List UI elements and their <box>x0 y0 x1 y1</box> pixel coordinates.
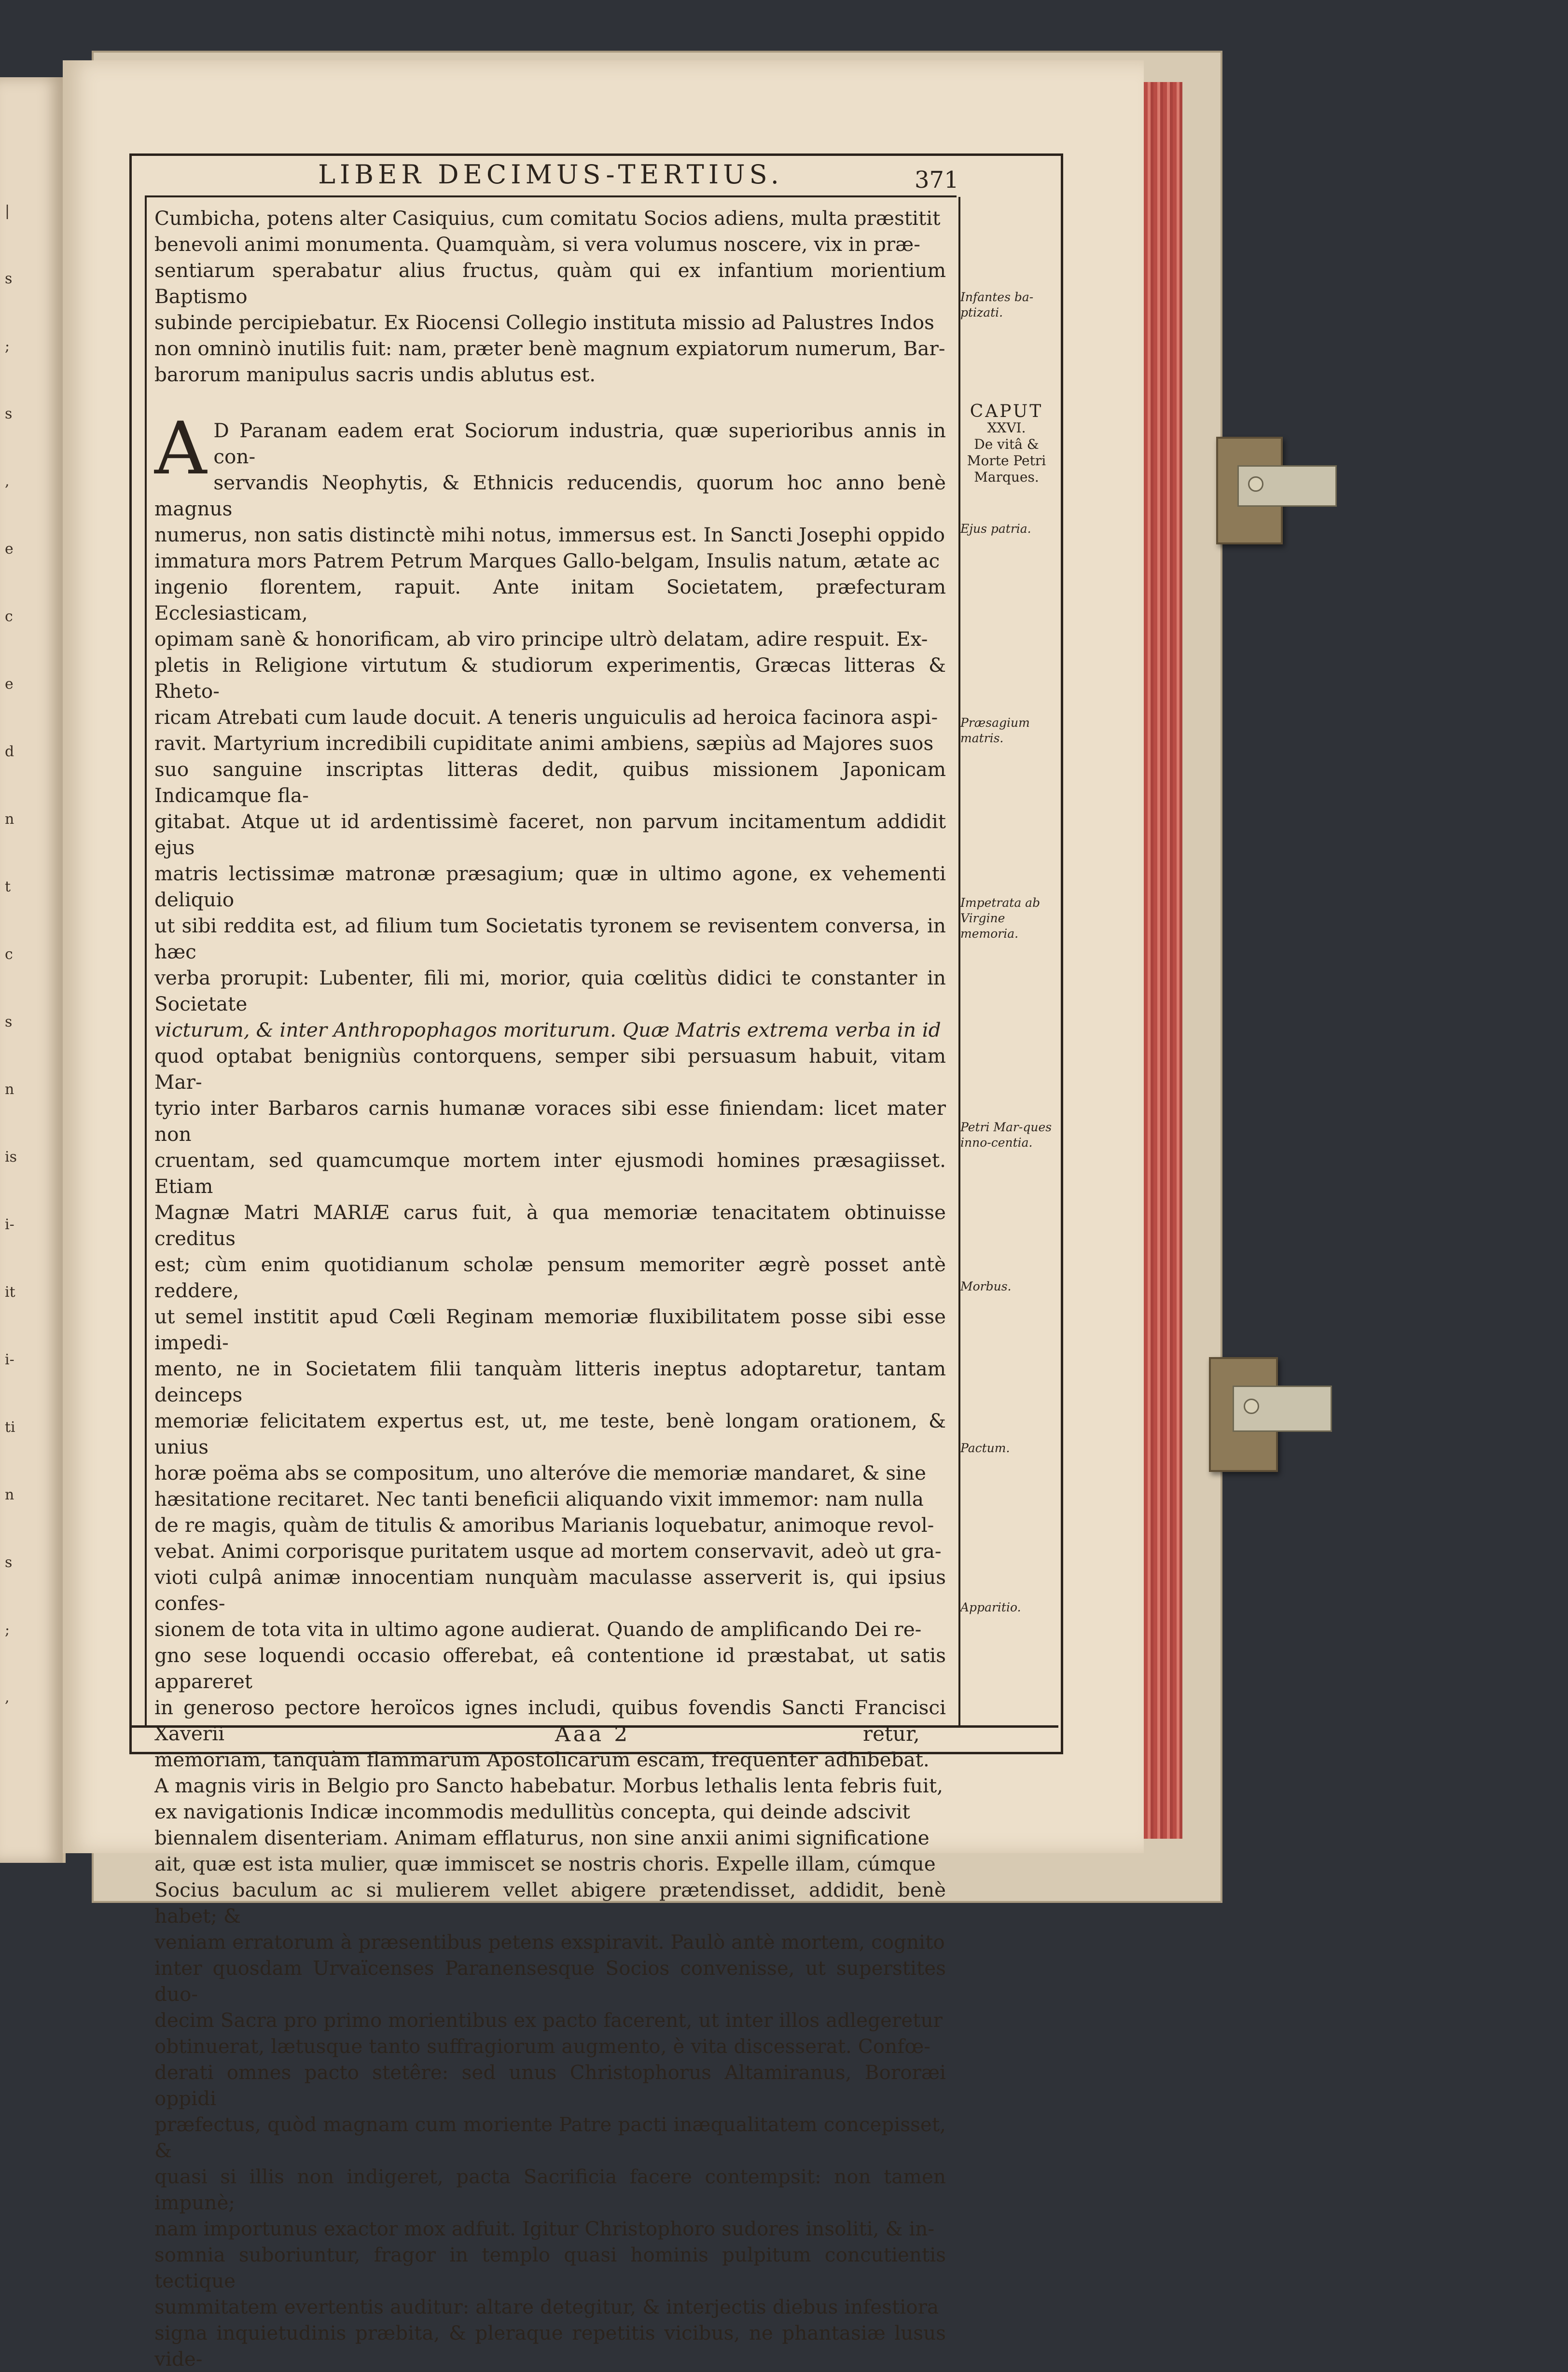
left-page-fragment: i- <box>5 1216 14 1233</box>
left-page-fragment: , <box>5 473 10 490</box>
text-line: signa inquietudinis præbita, & pleraque repetitis vicibus, ne phantasiæ lusus vide- <box>154 2321 946 2371</box>
caput-number: XXVI. <box>987 420 1026 436</box>
text-line: ait, quæ est ista mulier, quæ immiscet se nostris choris. Expelle illam, cúmque <box>154 1852 936 1875</box>
margin-note-infantes: Infantes ba-ptizati. <box>960 290 1034 319</box>
text-line: ingenio florentem, rapuit. Ante initam Societatem, præfecturam Ecclesiasticam, <box>154 575 946 624</box>
paragraph-gap <box>154 388 946 417</box>
paragraph-2-opening <box>154 407 946 522</box>
drop-capital: A <box>154 407 207 491</box>
left-page-fragment: c <box>5 608 13 625</box>
left-facing-page <box>0 77 66 1863</box>
left-page-fragment: n <box>5 1486 14 1503</box>
text-line: subinde percipiebatur. Ex Riocensi Collegio instituta missio ad Palustres Indos <box>154 311 934 334</box>
red-page-edges <box>1144 82 1182 1839</box>
text-line: mento, ne in Societatem filii tanquàm litteris ineptus adoptaretur, tantam deinceps <box>154 1357 946 1406</box>
text-line: est; cùm enim quotidianum scholæ pensum memoriter ægrè posset antè reddere, <box>154 1253 946 1302</box>
left-page-fragment: | <box>5 203 10 220</box>
text-line: non omninò inutilis fuit: nam, præter benè magnum expiatorum numerum, Bar- <box>154 337 945 360</box>
text-line: de re magis, quàm de titulis & amoribus Marianis loquebatur, animoque revol- <box>154 1513 934 1537</box>
lower-clasp <box>1209 1357 1278 1472</box>
text-line: nam importunus exactor mox adfuit. Igitur Christophoro sudores insoliti, & in- <box>154 2217 935 2240</box>
catchword: retur, <box>863 1722 920 1746</box>
text-line: decim Sacra pro primo morientibus ex pacto facerent, ut inter illos adlegeretur <box>154 2009 943 2032</box>
text-line: victurum, & inter Anthropophagos moriturum. Quæ Matris extrema verba in id <box>154 1018 941 1041</box>
text-line: somnia suboriuntur, fragor in templo quasi hominis pulpitum concutientis tectique <box>154 2243 946 2292</box>
text-line: horæ poëma abs se compositum, uno alteróve die memoriæ mandaret, & sine <box>154 1461 926 1484</box>
margin-note-pactum: Pactum. <box>960 1441 1010 1455</box>
text-line: sionem de tota vita in ultimo agone audierat. Quando de amplificando Dei re- <box>154 1618 922 1641</box>
upper-clasp <box>1216 437 1283 544</box>
text-line: D Paranam eadem erat Sociorum industria, quæ superioribus annis in con- <box>213 419 946 468</box>
text-line: A magnis viris in Belgio pro Sancto habebatur. Morbus lethalis lenta febris fuit, <box>154 1774 943 1797</box>
text-line: ut sibi reddita est, ad filium tum Societatis tyronem se revisentem conversa, in hæc <box>154 914 946 963</box>
caput-description: De vitâ & Morte Petri Marques. <box>967 436 1046 485</box>
left-page-fragment: s <box>5 1554 13 1571</box>
margin-note-apparitio: Apparitio. <box>960 1600 1021 1614</box>
text-line: Socius baculum ac si mulierem vellet abigere prætendisset, addidit, benè habet; & <box>154 1878 946 1928</box>
text-line: quasi si illis non indigeret, pacta Sacrificia facere contempsit: non tamen impunè; <box>154 2165 946 2214</box>
margin-note-patria: Ejus patria. <box>960 522 1031 536</box>
running-title: LIBER DECIMUS-TERTIUS. <box>318 159 783 190</box>
text-line: Cumbicha, potens alter Casiquius, cum comitatu Socios adiens, multa præstitit <box>154 207 941 230</box>
paragraph-2 <box>154 407 946 2372</box>
text-line: hæsitatione recitaret. Nec tanti beneficii aliquando vixit immemor: nam nulla <box>154 1487 924 1511</box>
text-line: gitabat. Atque ut id ardentissimè faceret, non parvum incitamentum addidit ejus <box>154 810 946 859</box>
left-page-fragment: it <box>5 1284 15 1301</box>
text-line: verba prorupit: Lubenter, fili mi, morior, quia cœlitùs didici te constanter in Societate <box>154 966 946 1015</box>
left-page-fragment: ti <box>5 1419 15 1436</box>
margin-note-memoria: Impetrata ab Virgine memoria. <box>960 896 1041 941</box>
text-line: cruentam, sed quamcumque mortem inter ejusmodi homines præsagiisset. Etiam <box>154 1149 946 1198</box>
left-page-fragment: d <box>5 743 14 760</box>
margin-note-innocentia: Petri Mar-ques inno-centia. <box>960 1120 1052 1150</box>
text-line: memoriam, tanquàm flammarum Apostolicarum escam, frequenter adhibebat. <box>154 1748 930 1771</box>
header-rule <box>145 195 957 197</box>
signature-mark: Aaa 2 <box>555 1722 631 1747</box>
text-line: memoriæ felicitatem expertus est, ut, me teste, benè longam orationem, & unius <box>154 1409 946 1458</box>
left-page-fragment: ; <box>5 1622 10 1638</box>
paragraph-1 <box>154 205 946 388</box>
upper-clasp-rivet <box>1248 476 1263 492</box>
margin-note-morbus: Morbus. <box>960 1279 1012 1293</box>
text-line: summitatem evertentis auditur: altare detegitur, & interjectis diebus infestiora <box>154 2295 939 2318</box>
text-line: ricam Atrebati cum laude docuit. A teneris unguiculis ad heroica facinora aspi- <box>154 706 938 729</box>
text-line: inter quosdam Urvaïcenses Paranensesque Socios convenisse, ut superstites duo- <box>154 1956 946 2006</box>
text-line: benevoli animi monumenta. Quamquàm, si vera volumus noscere, vix in præ- <box>154 233 920 256</box>
left-page-fragment: ; <box>5 338 10 355</box>
left-page-fragment: i- <box>5 1351 14 1368</box>
text-line: servandis Neophytis, & Ethnicis reducendis, quorum hoc anno benè magnus <box>154 471 946 520</box>
text-line: sentiarum sperabatur alius fructus, quàm qui ex infantium morientium Baptismo <box>154 259 946 308</box>
text-line: ravit. Martyrium incredibili cupiditate animi ambiens, sæpiùs ad Majores suos <box>154 732 934 755</box>
left-page-fragment: s <box>5 405 13 422</box>
text-line: præfectus, quòd magnam cum moriente Patre pacti inæqualitatem concepisset, & <box>154 2113 946 2162</box>
text-line: barorum manipulus sacris undis ablutus est. <box>154 363 596 386</box>
page-number: 371 <box>915 166 959 194</box>
text-line: quod optabat benigniùs contorquens, semper sibi persuasum habuit, vitam Mar- <box>154 1044 946 1094</box>
left-page-fragment: , <box>5 1689 10 1706</box>
paragraph-2-body <box>154 522 946 2372</box>
text-line: gno sese loquendi occasio offerebat, eâ contentione id præstabat, ut satis appareret <box>154 1644 946 1693</box>
text-line: biennalem disenteriam. Animam efflaturus, non sine anxii animi significatione <box>154 1826 930 1849</box>
lower-clasp-rivet <box>1244 1399 1259 1414</box>
text-line: veniam erratorum à præsentibus petens exspiravit. Paulò antè mortem, cognito <box>154 1930 945 1954</box>
text-line: numerus, non satis distinctè mihi notus, immersus est. In Sancti Josephi oppido <box>154 523 945 546</box>
margin-note-praesagium: Præsagium matris. <box>960 716 1030 745</box>
text-line: derati omnes pacto stetêre: sed unus Christophorus Altamiranus, Bororæi oppidi <box>154 2061 946 2110</box>
text-line: ex navigationis Indicæ incommodis medullitùs concepta, qui deinde adscivit <box>154 1800 910 1823</box>
text-line: tyrio inter Barbaros carnis humanæ voraces sibi esse finiendam: licet mater non <box>154 1096 946 1146</box>
text-line: matris lectissimæ matronæ præsagium; quæ in ultimo agone, ex vehementi deliquio <box>154 862 946 911</box>
text-line: ut semel institit apud Cœli Reginam memoriæ fluxibilitatem posse sibi esse impedi- <box>154 1305 946 1354</box>
text-line: suo sanguine inscriptas litteras dedit, quibus missionem Japonicam Indicamque fla- <box>154 758 946 807</box>
text-line: obtinuerat, lætusque tanto suffragiorum augmento, è vita discesserat. Confœ- <box>154 2035 930 2058</box>
left-page-fragment: s <box>5 270 13 287</box>
left-page-fragment: t <box>5 878 11 895</box>
text-line: Magnæ Matri MARIÆ carus fuit, à qua memoriæ tenacitatem obtinuisse creditus <box>154 1201 946 1250</box>
left-page-fragment: is <box>5 1149 17 1165</box>
left-page-fragment: e <box>5 676 14 693</box>
text-line: immatura mors Patrem Petrum Marques Gallo-belgam, Insulis natum, ætate ac <box>154 549 940 572</box>
text-line: opimam sanè & honorificam, ab viro principe ultrò delatam, adire respuit. Ex- <box>154 627 928 651</box>
caput-title: CAPUT <box>970 402 1043 421</box>
text-line: vebat. Animi corporisque puritatem usque ad mortem conservavit, adeò ut gra- <box>154 1540 942 1563</box>
chapter-heading <box>959 403 1054 485</box>
text-line: in generoso pectore heroïcos ignes includi, quibus fovendis Sancti Francisci Xaverii <box>154 1696 946 1745</box>
left-page-fragment: n <box>5 811 14 828</box>
left-page-fragment: n <box>5 1081 14 1098</box>
left-page-fragment: s <box>5 1013 13 1030</box>
text-line: pletis in Religione virtutum & studiorum experimentis, Græcas litteras & Rheto- <box>154 653 946 703</box>
body-text <box>154 205 946 2372</box>
left-page-fragment: e <box>5 541 14 557</box>
text-line: vioti culpâ animæ innocentiam nunquàm maculasse asserverit is, qui ipsius confes- <box>154 1566 946 1615</box>
left-page-fragment: c <box>5 946 13 963</box>
